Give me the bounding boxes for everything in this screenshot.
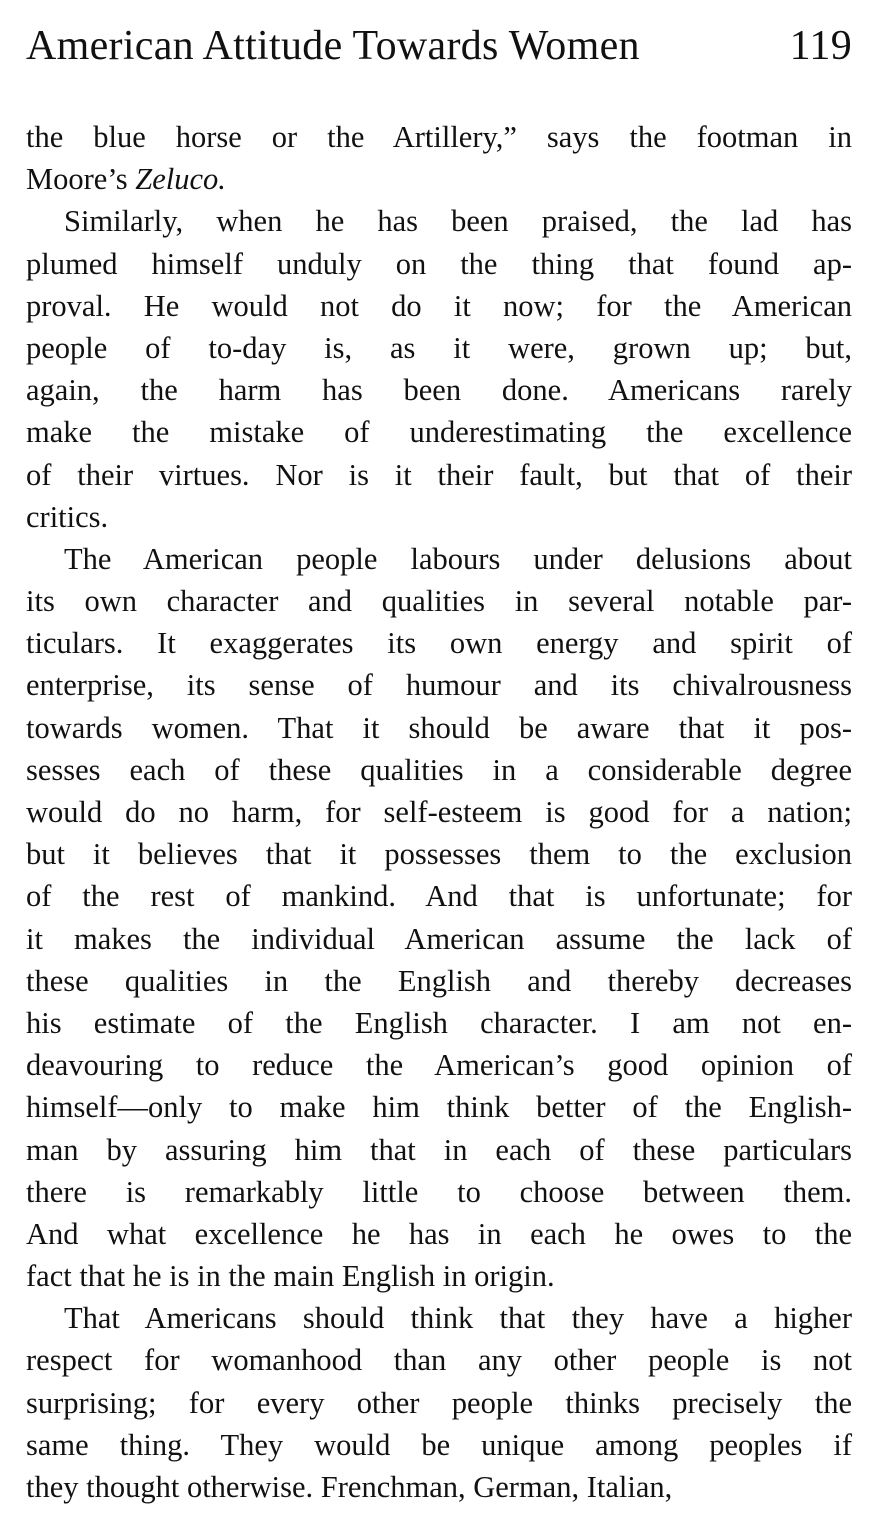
text-line: the blue horse or the Artillery,” says the footman in xyxy=(26,120,852,154)
text-line: fact that he is in the main English in origin. xyxy=(26,1259,555,1294)
text-line: proval. He would not do it now; for the American xyxy=(26,288,852,323)
text-line: himself—only to make him think better of the English- xyxy=(26,1090,852,1125)
chapter-title: American Attitude Towards Women xyxy=(26,23,640,69)
text-line: enterprise, its sense of humour and its chivalrousness xyxy=(26,668,852,703)
text-line: towards women. That it should be aware that it pos- xyxy=(26,710,852,745)
text-line: That Americans should think that they have a higher xyxy=(64,1301,852,1336)
text-line: his estimate of the English character. I am not en- xyxy=(26,1005,852,1040)
paragraph xyxy=(26,116,852,200)
running-head xyxy=(26,22,852,72)
text-line: surprising; for every other people thinks precisely the xyxy=(26,1385,852,1420)
text-line: these qualities in the English and thereby decreases xyxy=(26,963,852,998)
text-line: of the rest of mankind. And that is unfortunate; for xyxy=(26,879,852,914)
paragraph xyxy=(26,1297,852,1508)
text-line: it makes the individual American assume the lack of xyxy=(26,921,852,956)
text-line: there is remarkably little to choose between them. xyxy=(26,1174,852,1209)
book-page xyxy=(26,0,852,1530)
body-text xyxy=(26,116,852,1508)
text-line: man by assuring him that in each of these particulars xyxy=(26,1132,852,1167)
paragraph xyxy=(26,200,852,538)
text-line: would do no harm, for self-esteem is good for a nation; xyxy=(26,795,852,829)
text-line: And what excellence he has in each he owes to the xyxy=(26,1216,852,1251)
text-line: sesses each of these qualities in a considerable degree xyxy=(26,752,852,787)
text-line: ticulars. It exaggerates its own energy and spirit of xyxy=(26,626,852,661)
text-line: its own character and qualities in several notable par- xyxy=(26,584,852,619)
text-line: of their virtues. Nor is it their fault, but that of their xyxy=(26,457,852,492)
text-line: same thing. They would be unique among peoples if xyxy=(26,1427,852,1462)
text-line: plumed himself unduly on the thing that found ap- xyxy=(26,246,852,281)
text-line: people of to-day is, as it were, grown up; but, xyxy=(26,330,852,365)
text-line: make the mistake of underestimating the excellence xyxy=(26,415,852,450)
text-line: Moore’s Zeluco. xyxy=(26,162,226,197)
page-number: 119 xyxy=(789,23,852,69)
text-line: The American people labours under delusions about xyxy=(64,541,852,576)
text-line: critics. xyxy=(26,499,109,534)
text-line: Similarly, when he has been praised, the lad has xyxy=(64,204,852,239)
text-line: but it believes that it possesses them to the exclusion xyxy=(26,837,852,872)
text-line: deavouring to reduce the American’s good opinion of xyxy=(26,1048,852,1083)
italic-title: Zeluco. xyxy=(135,162,226,197)
paragraph xyxy=(26,538,852,1297)
text-line: respect for womanhood than any other people is not xyxy=(26,1343,852,1378)
text-line: they thought otherwise. Frenchman, German, Italian, xyxy=(26,1470,673,1504)
text-line: again, the harm has been done. Americans rarely xyxy=(26,373,852,408)
